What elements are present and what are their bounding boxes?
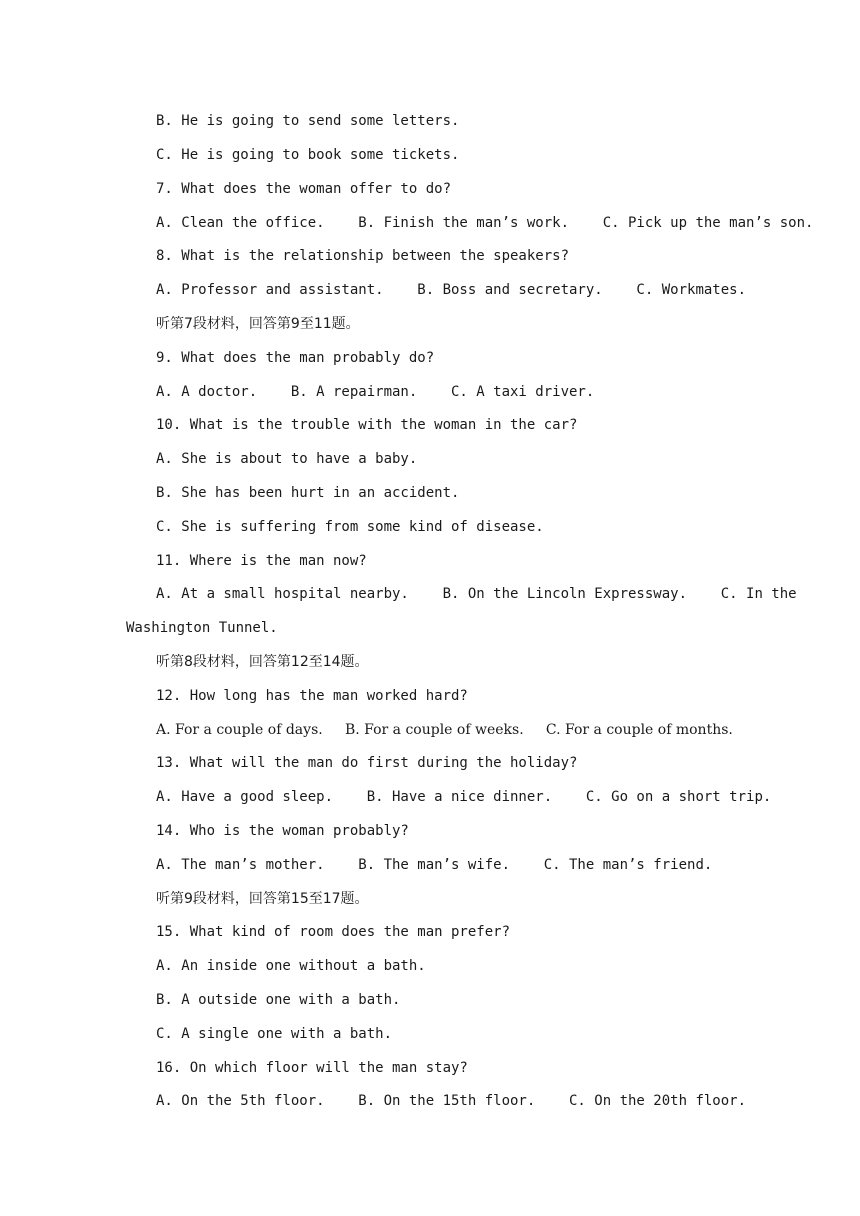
options-8: A. Professor and assistant. B. Boss and secretary. C. Workmates. [156,282,747,298]
options-11-continued: Washington Tunnel. [126,620,278,636]
option-10b: B. She has been hurt in an accident. [156,485,460,501]
options-16: A. On the 5th floor. B. On the 15th floor. C. On the 20th floor. [156,1093,747,1109]
option-10a: A. She is about to have a baby. [156,451,418,467]
question-14: 14. Who is the woman probably? [156,823,409,839]
question-9: 9. What does the man probably do? [156,350,435,366]
question-13: 13. What will the man do first during the holiday? [156,755,578,771]
options-9: A. A doctor. B. A repairman. C. A taxi driver. [156,384,595,400]
options-13: A. Have a good sleep. B. Have a nice dinner. C. Go on a short trip. [156,789,772,805]
options-14: A. The man’s mother. B. The man’s wife. C. The man’s friend. [156,857,713,873]
option-6c: C. He is going to book some tickets. [156,147,460,163]
section-9-instruction: 听第9段材料，回答第15至17题。 [156,891,369,907]
question-12: 12. How long has the man worked hard? [156,688,468,704]
section-8-instruction: 听第8段材料，回答第12至14题。 [156,654,369,670]
option-10c: C. She is suffering from some kind of disease. [156,519,544,535]
options-11: A. At a small hospital nearby. B. On the Lincoln Expressway. C. In the [156,586,797,602]
options-12: A. For a couple of days. B. For a couple of weeks. C. For a couple of months. [156,722,733,738]
question-10: 10. What is the trouble with the woman in the car? [156,417,578,433]
option-15a: A. An inside one without a bath. [156,958,426,974]
question-15: 15. What kind of room does the man prefer? [156,924,511,940]
section-7-instruction: 听第7段材料，回答第9至11题。 [156,316,360,332]
options-7: A. Clean the office. B. Finish the man’s work. C. Pick up the man’s son. [156,215,814,231]
question-7: 7. What does the woman offer to do? [156,181,452,197]
option-6b: B. He is going to send some letters. [156,113,460,129]
option-15c: C. A single one with a bath. [156,1026,393,1042]
question-11: 11. Where is the man now? [156,553,367,569]
question-16: 16. On which floor will the man stay? [156,1060,468,1076]
option-15b: B. A outside one with a bath. [156,992,401,1008]
question-8: 8. What is the relationship between the speakers? [156,248,570,264]
